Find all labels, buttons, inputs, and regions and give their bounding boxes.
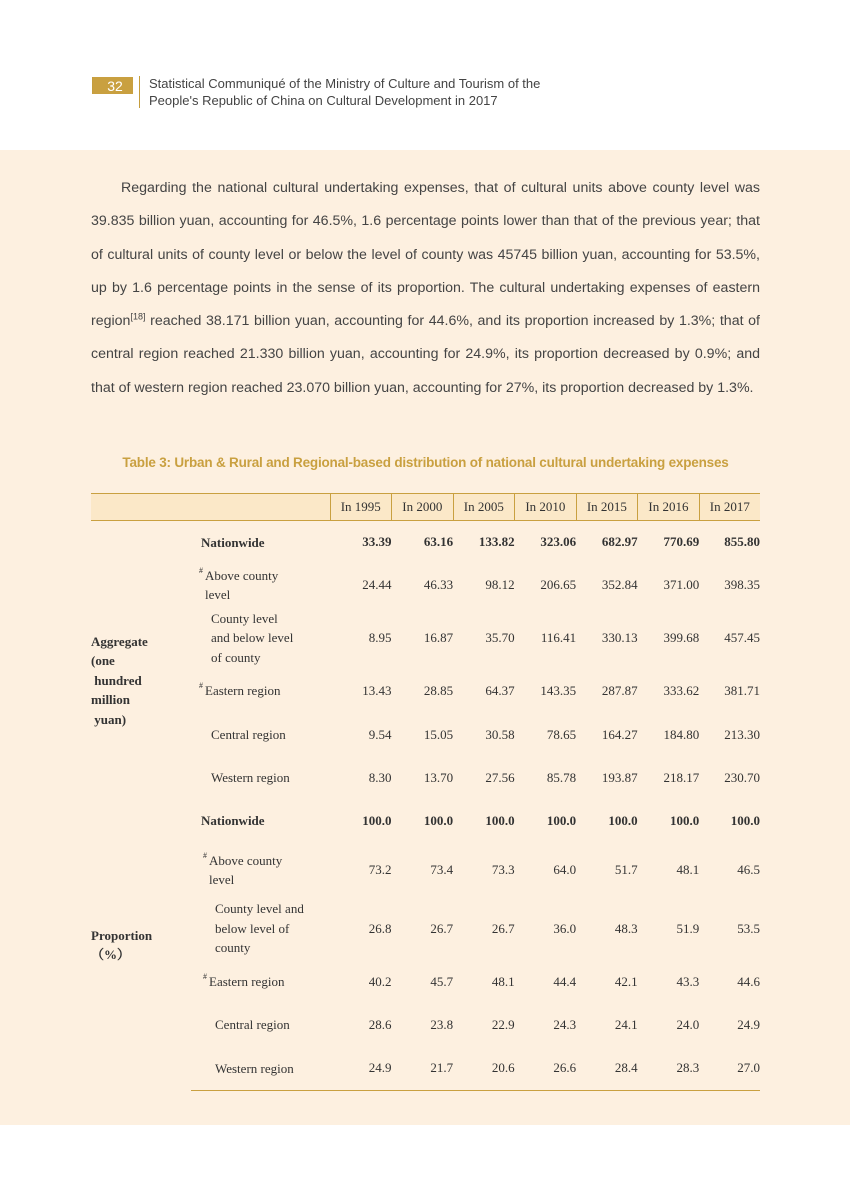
table-row (91, 670, 760, 713)
table-cell: 15.05 (423, 726, 454, 742)
table-cell: 352.84 (601, 577, 638, 592)
row-label (191, 757, 330, 800)
content-area (0, 150, 850, 1125)
table-cell: 26.7 (430, 920, 454, 936)
table-cell: 78.65 (546, 726, 577, 742)
table-cell: 85.78 (546, 770, 577, 785)
row-label (191, 960, 330, 1004)
row-label (191, 1004, 330, 1047)
row-label-text: Central region (215, 1017, 290, 1033)
table-row (91, 564, 760, 607)
row-label-line: below level of (215, 920, 290, 936)
row-group-label-line: （%） (91, 947, 131, 962)
table-cell: 48.1 (491, 973, 515, 989)
table-cell: 26.8 (368, 920, 392, 936)
document-title-line-2: People's Republic of China on Cultural Development in 2017 (149, 93, 498, 108)
table-cell: 46.5 (737, 862, 760, 877)
row-label (191, 713, 330, 757)
table-body (91, 521, 760, 1091)
row-label (191, 607, 330, 670)
table-cell: 63.16 (423, 534, 454, 550)
table-row (91, 607, 760, 670)
row-label (191, 843, 330, 898)
table-cell: 46.33 (423, 577, 454, 592)
table-cell: 100.0 (608, 813, 638, 828)
row-group-label-line: Aggregate (91, 633, 148, 649)
paragraph-text-part-2: reached 38.171 billion yuan, accounting for 44.6%, and its proportion increased by 1.3%; that of central region reached 21.330 billion yuan, accounting for 24.9%, its proportion decreased by 0.9%; and that of western region reached 23.070 billion yuan, accounting for 27%, its proportion decreased by 1.3%. (91, 313, 760, 396)
table-cell: 73.4 (430, 862, 454, 877)
table-row (91, 898, 760, 960)
row-label (191, 800, 330, 843)
table-cell: 381.71 (724, 683, 760, 698)
page-header (0, 0, 850, 150)
table-cell: 287.87 (601, 683, 638, 698)
table-cell: 184.80 (663, 726, 700, 742)
document-title-line-1: Statistical Communiqué of the Ministry of Culture and Tourism of the (149, 76, 541, 91)
table-cell: 51.9 (676, 920, 700, 936)
table-cell: 73.2 (368, 862, 392, 877)
table-cell: 64.0 (553, 862, 577, 877)
table-cell: 100.0 (362, 813, 392, 828)
row-label-text: Central region (211, 726, 286, 742)
table-cell: 457.45 (724, 630, 760, 645)
table-cell: 21.7 (392, 1047, 454, 1091)
table-cell: 206.65 (540, 577, 577, 592)
table-caption: Table 3: Urban & Rural and Regional-based distribution of national cultural undertaking expenses (122, 455, 729, 470)
expenses-table (91, 493, 760, 1091)
row-label-text: Nationwide (201, 534, 265, 550)
footnote-reference[interactable]: [18] (130, 311, 146, 322)
table-cell: 23.8 (430, 1017, 454, 1032)
table-cell: 323.06 (540, 534, 577, 550)
row-label (191, 670, 330, 713)
table-cell: 218.17 (663, 770, 700, 785)
row-group-label-line: Proportion (91, 927, 153, 943)
table-cell: 398.35 (724, 577, 760, 592)
table-row (91, 960, 760, 1004)
row-label (191, 1047, 330, 1091)
row-label-text: Nationwide (201, 813, 265, 829)
row-label (191, 521, 330, 564)
table-row (91, 713, 760, 757)
table-cell: 333.62 (663, 683, 700, 698)
table-cell: 13.70 (423, 770, 454, 785)
table-cell: 35.70 (485, 630, 515, 645)
table-cell: 20.6 (453, 1047, 515, 1091)
table-cell: 164.27 (601, 726, 638, 742)
row-group-label-line: million (91, 692, 131, 707)
table-cell: 8.95 (368, 630, 392, 645)
table-cell: 53.5 (737, 920, 760, 936)
row-group-label-line: (one (91, 653, 115, 668)
row-label-line: county (215, 940, 251, 956)
hash-marker: # (203, 971, 207, 981)
page-footer (0, 1125, 850, 1193)
table-cell: 100.0 (546, 813, 577, 828)
row-group-label (91, 521, 191, 800)
table-cell: 36.0 (553, 920, 577, 936)
row-group-label-line: hundred (91, 672, 142, 688)
table-cell: 40.2 (368, 973, 392, 989)
table-row (91, 521, 760, 564)
table-cell: 45.7 (430, 973, 454, 989)
table-cell: 13.43 (362, 683, 392, 698)
table-cell: 64.37 (485, 683, 515, 698)
row-label-line: Above county (209, 852, 283, 868)
table-cell: 33.39 (362, 534, 392, 550)
table-row (91, 1047, 760, 1091)
row-label-line: level (205, 587, 231, 602)
table-cell: 24.0 (676, 1017, 700, 1032)
header-divider (139, 76, 140, 108)
table-cell: 133.82 (478, 534, 515, 550)
table-cell: 27.0 (699, 1047, 760, 1091)
table-cell: 98.12 (485, 577, 515, 592)
table-cell: 44.4 (553, 973, 577, 989)
hash-marker: # (199, 565, 203, 575)
column-header: In 2010 (515, 494, 577, 521)
table-cell: 48.1 (676, 862, 700, 877)
table-cell: 48.3 (614, 920, 638, 936)
table-cell: 51.7 (614, 862, 638, 877)
table-cell: 371.00 (663, 577, 700, 592)
row-label-line: and below level (211, 630, 294, 646)
table-cell: 330.13 (601, 630, 638, 645)
column-header: In 2000 (392, 494, 454, 521)
page-number-badge (92, 77, 133, 94)
document-title (149, 75, 609, 109)
table-cell: 43.3 (676, 973, 700, 989)
hash-marker: # (199, 681, 203, 691)
table-cell: 100.0 (423, 813, 454, 828)
table-cell: 213.30 (724, 726, 760, 742)
row-label-text: Western region (211, 770, 290, 786)
table-cell: 9.54 (368, 726, 392, 742)
table-cell: 100.0 (730, 813, 760, 828)
table-cell: 399.68 (663, 630, 700, 645)
table-cell: 24.9 (737, 1017, 760, 1032)
row-label (191, 564, 330, 607)
table-cell: 116.41 (540, 630, 577, 645)
table-cell: 143.35 (540, 683, 577, 698)
table-cell: 26.7 (491, 920, 515, 936)
row-label-line: County level (211, 610, 278, 626)
table-cell: 8.30 (368, 770, 392, 785)
table-cell: 24.1 (614, 1017, 638, 1032)
table-cell: 44.6 (737, 973, 760, 989)
page-number: 32 (107, 78, 123, 94)
table-cell: 28.4 (576, 1047, 638, 1091)
table-cell: 22.9 (491, 1017, 515, 1032)
body-paragraph (91, 172, 760, 405)
row-group-label-line: yuan) (91, 711, 127, 727)
row-label-line: of county (211, 649, 261, 665)
table-cell: 770.69 (663, 534, 700, 550)
table-cell: 42.1 (614, 973, 638, 989)
table-cell: 100.0 (485, 813, 515, 828)
row-label-text: Western region (215, 1060, 294, 1076)
column-header: In 2016 (638, 494, 700, 521)
table-cell: 73.3 (491, 862, 515, 877)
row-group-label (91, 800, 191, 1091)
table-header-row (91, 494, 760, 521)
column-header: In 2005 (453, 494, 515, 521)
row-label (191, 898, 330, 960)
column-header: In 2017 (699, 494, 760, 521)
table-row (91, 843, 760, 898)
table-cell: 27.56 (485, 770, 515, 785)
table-cell: 16.87 (423, 630, 454, 645)
table-cell: 24.3 (553, 1017, 577, 1032)
row-label-text: Eastern region (209, 973, 285, 989)
row-label-line: Above county (205, 567, 279, 583)
row-label-text: Eastern region (205, 683, 281, 699)
table-cell: 24.9 (330, 1047, 392, 1091)
row-label-line: level (209, 872, 235, 887)
table-cell: 193.87 (601, 770, 638, 785)
table-cell: 26.6 (515, 1047, 577, 1091)
table-row (91, 1004, 760, 1047)
table-cell: 230.70 (724, 770, 760, 785)
table-cell: 24.44 (362, 577, 392, 592)
column-header: In 1995 (330, 494, 392, 521)
hash-marker: # (203, 850, 207, 860)
table-row (91, 757, 760, 800)
table-cell: 682.97 (601, 534, 638, 550)
table-cell: 30.58 (485, 726, 515, 742)
header-blank-cell (91, 494, 330, 521)
table-cell: 28.85 (423, 683, 454, 698)
table-row (91, 800, 760, 843)
paragraph-text-part-1: Regarding the national cultural undertaking expenses, that of cultural units above county level was 39.835 billion yuan, accounting for 46.5%, 1.6 percentage points lower than that of the previous year; that of cultural units of county level or below the level of county was 45745 billion yuan, accounting for 53.5%, up by 1.6 percentage points in the sense of its proportion. The cultural undertaking expenses of eastern region (91, 180, 760, 330)
table-cell: 855.80 (724, 534, 760, 550)
table-cell: 28.3 (638, 1047, 700, 1091)
column-header: In 2015 (576, 494, 638, 521)
table-cell: 100.0 (669, 813, 700, 828)
row-label-line: County level and (215, 901, 304, 917)
table-cell: 28.6 (368, 1017, 392, 1032)
